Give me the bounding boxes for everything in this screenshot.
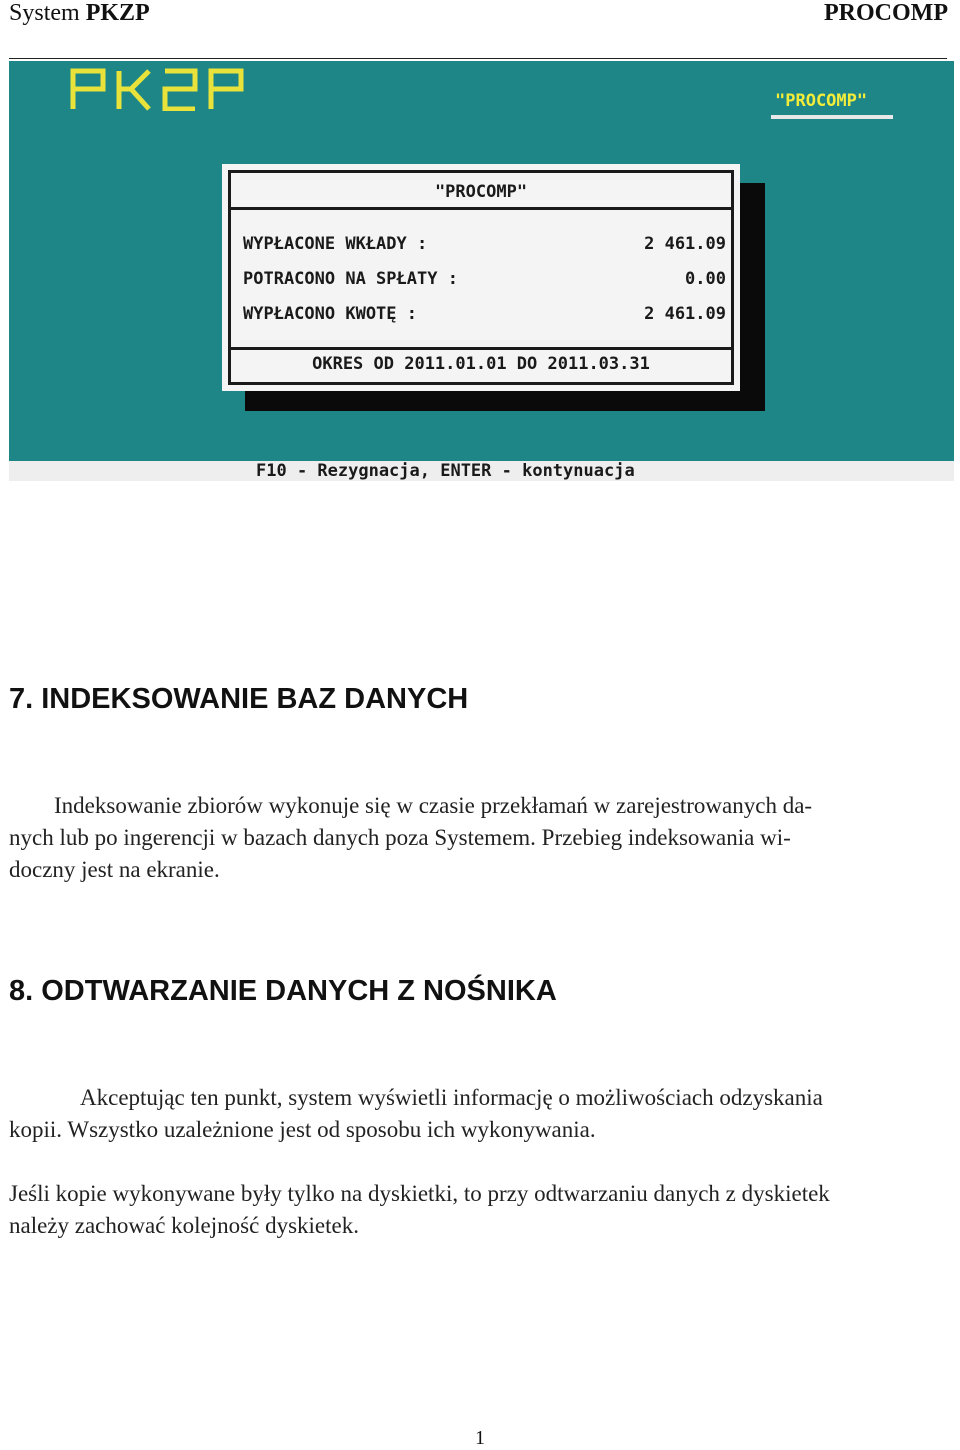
section8-p1-line1: Akceptując ten punkt, system wyświetli informację o możliwościach odzyskania xyxy=(80,1085,823,1110)
dialog-divider-bottom xyxy=(228,347,734,350)
row-label: POTRACONO NA SPŁATY : xyxy=(243,269,458,289)
page-header-left xyxy=(9,0,150,27)
tagline-underline xyxy=(771,115,893,119)
header-system-label: System xyxy=(9,0,80,26)
section8-p2-line1: Jeśli kopie wykonywane były tylko na dyskietki, to przy odtwarzaniu danych z dyskietek xyxy=(9,1181,830,1206)
section7-line2: nych lub po ingerencji w bazach danych poza Systemem. Przebieg indeksowania wi- xyxy=(9,825,791,850)
row-label: WYPŁACONE WKŁADY : xyxy=(243,234,428,254)
row-value: 0.00 xyxy=(685,269,726,289)
row-value: 2 461.09 xyxy=(644,304,726,324)
section8-p1-line2: kopii. Wszystko uzależnione jest od sposobu ich wykonywania. xyxy=(9,1117,596,1142)
section8-p2-line2: należy zachować kolejność dyskietek. xyxy=(9,1213,359,1238)
pkzp-logo xyxy=(69,67,249,115)
dialog-divider-top xyxy=(228,207,734,210)
section7-line3: doczny jest na ekranie. xyxy=(9,857,220,882)
dialog-title: "PROCOMP" xyxy=(434,182,528,202)
section8-heading: 8. ODTWARZANIE DANYCH Z NOŚNIKA xyxy=(9,975,557,1007)
header-system-name: PKZP xyxy=(85,0,150,26)
row-label: WYPŁACONO KWOTĘ : xyxy=(243,304,417,324)
row-value: 2 461.09 xyxy=(644,234,726,254)
status-bar xyxy=(9,461,954,481)
status-bar-hint: F10 - Rezygnacja, ENTER - kontynuacja xyxy=(256,461,635,481)
header-rule xyxy=(9,58,947,59)
page-number: 1 xyxy=(475,1427,485,1449)
section7-line1: Indeksowanie zbiorów wykonuje się w czasie przekłamań w zarejestrowanych da- xyxy=(54,793,813,818)
header-company: PROCOMP xyxy=(824,0,948,26)
summary-dialog xyxy=(222,164,740,391)
tagline: "PROCOMP" xyxy=(775,91,868,111)
app-screenshot xyxy=(9,61,954,481)
section7-heading: 7. INDEKSOWANIE BAZ DANYCH xyxy=(9,683,469,715)
dialog-period: OKRES OD 2011.01.01 DO 2011.03.31 xyxy=(312,354,650,374)
